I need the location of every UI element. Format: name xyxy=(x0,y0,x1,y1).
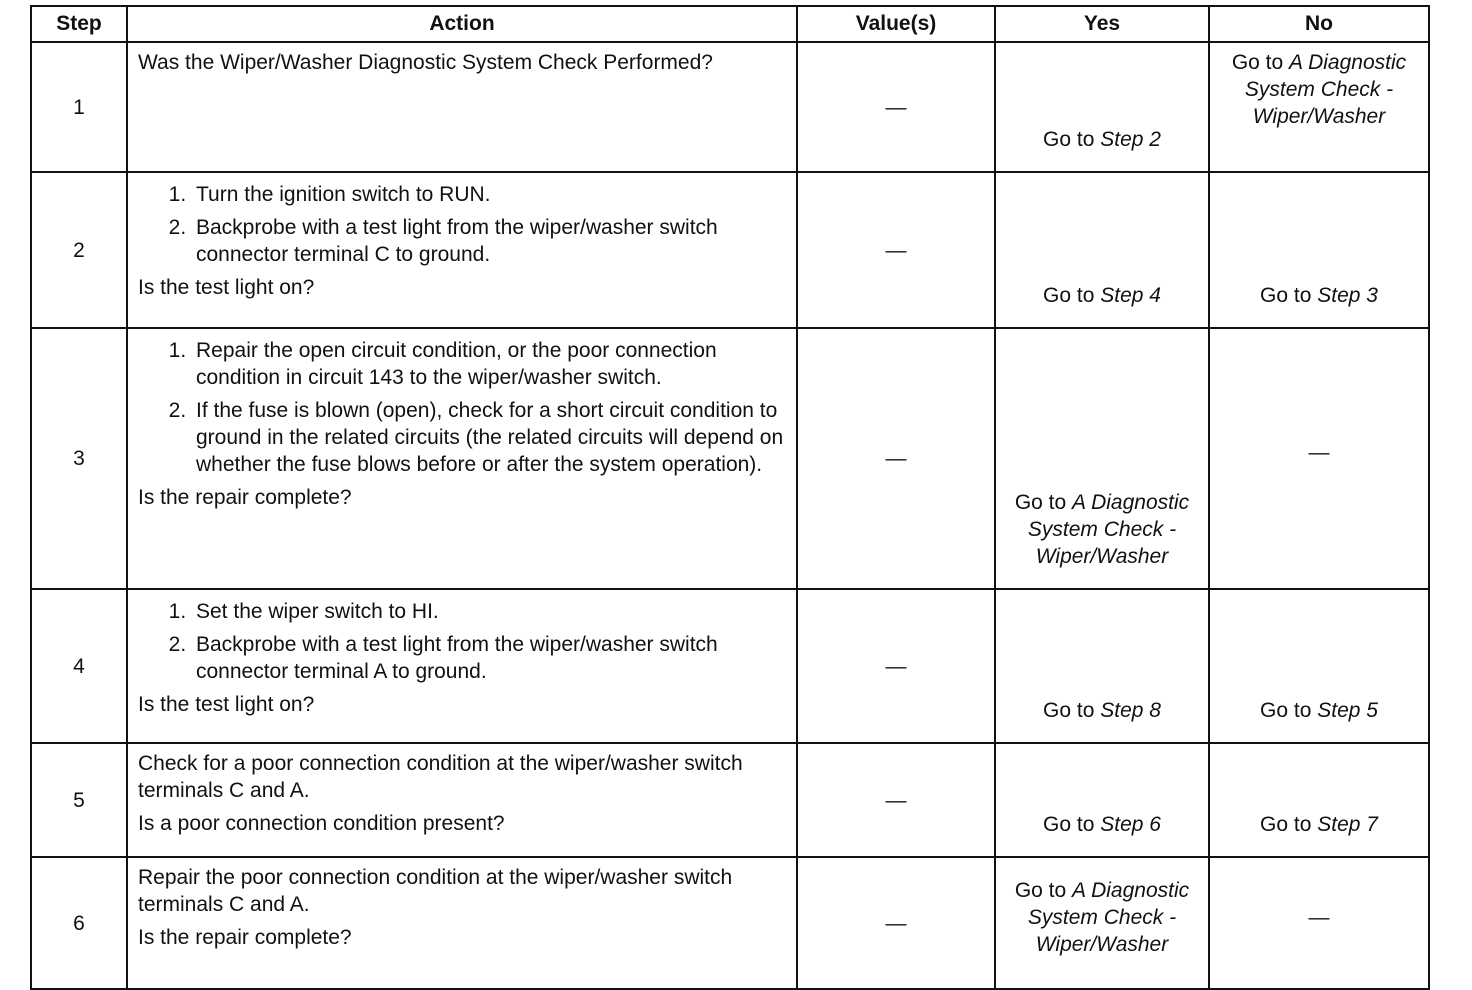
no-action-prefix: Go to xyxy=(1260,284,1318,307)
action-question: Is the test light on? xyxy=(138,276,315,299)
action-cell xyxy=(127,743,797,857)
yes-cell xyxy=(995,743,1209,857)
action-text: Check for a poor connection condition at the wiper/washer switch terminals C and A. xyxy=(138,752,743,802)
step-number: 6 xyxy=(31,857,127,989)
no-cell xyxy=(1209,42,1429,172)
action-question: Is the repair complete? xyxy=(138,926,352,949)
table-row xyxy=(31,743,1429,857)
no-action xyxy=(1216,697,1422,724)
diagnostic-table xyxy=(30,5,1430,990)
value-dash: — xyxy=(885,911,907,935)
header-yes: Yes xyxy=(995,6,1209,42)
step-number: 2 xyxy=(31,172,127,328)
value-cell xyxy=(797,743,995,857)
no-action-prefix: Go to xyxy=(1260,699,1318,722)
yes-cell xyxy=(995,172,1209,328)
yes-action-ref: A Diagnostic System Check - Wiper/Washer xyxy=(1027,491,1190,568)
action-step-item: 1. Turn the ignition switch to RUN. xyxy=(192,181,786,208)
yes-action-ref: Step 2 xyxy=(1100,128,1161,151)
value-cell xyxy=(797,589,995,743)
yes-action-ref: A Diagnostic System Check - Wiper/Washer xyxy=(1027,878,1190,956)
table-row xyxy=(31,589,1429,743)
value-cell xyxy=(797,328,995,589)
yes-action-prefix: Go to xyxy=(1043,128,1101,151)
header-values: Value(s) xyxy=(797,6,995,42)
yes-action-prefix: Go to xyxy=(1014,878,1073,902)
action-step-item: 2. Backprobe with a test light from the wiper/washer switch connector terminal C to ground. xyxy=(192,214,786,268)
no-cell xyxy=(1209,589,1429,743)
action-steps xyxy=(138,181,786,268)
action-text: Was the Wiper/Washer Diagnostic System Check Performed? xyxy=(138,51,713,74)
yes-action-prefix: Go to xyxy=(1043,699,1101,722)
value-dash: — xyxy=(885,654,907,678)
action-cell xyxy=(127,589,797,743)
value-cell xyxy=(797,42,995,172)
value-dash: — xyxy=(885,238,907,262)
action-cell xyxy=(127,857,797,989)
header-action: Action xyxy=(127,6,797,42)
yes-action xyxy=(1002,697,1202,724)
action-step-item: 2. Backprobe with a test light from the wiper/washer switch connector terminal A to ground. xyxy=(192,631,786,685)
no-action-ref: Step 7 xyxy=(1317,813,1378,836)
value-cell xyxy=(797,857,995,989)
yes-cell xyxy=(995,589,1209,743)
no-cell xyxy=(1209,328,1429,589)
yes-action xyxy=(1002,877,1202,958)
value-dash: — xyxy=(885,788,907,812)
action-question: Is a poor connection condition present? xyxy=(138,812,505,835)
no-dash: — xyxy=(1308,441,1330,464)
action-step-item: 2. If the fuse is blown (open), check for a short circuit condition to ground in the related circuits (the related circuits will depend on whether the fuse blows before or after the system operation). xyxy=(192,397,786,478)
table-row xyxy=(31,172,1429,328)
step-number: 1 xyxy=(31,42,127,172)
header-step: Step xyxy=(31,6,127,42)
action-cell xyxy=(127,42,797,172)
yes-action-ref: Step 8 xyxy=(1100,699,1161,722)
yes-cell xyxy=(995,328,1209,589)
yes-action-ref: Step 6 xyxy=(1100,813,1161,836)
action-question: Is the repair complete? xyxy=(138,486,352,509)
table-row xyxy=(31,328,1429,589)
no-cell xyxy=(1209,857,1429,989)
no-action xyxy=(1216,811,1422,838)
no-action-prefix: Go to xyxy=(1260,813,1318,836)
no-cell xyxy=(1209,172,1429,328)
no-action xyxy=(1216,282,1422,309)
value-cell xyxy=(797,172,995,328)
no-action-prefix: Go to xyxy=(1231,51,1290,74)
action-cell xyxy=(127,328,797,589)
header-no: No xyxy=(1209,6,1429,42)
no-action-ref: A Diagnostic System Check - Wiper/Washer xyxy=(1244,51,1407,128)
header-row xyxy=(31,6,1429,42)
yes-action xyxy=(1002,811,1202,838)
action-steps xyxy=(138,337,786,478)
no-action-ref: Step 3 xyxy=(1317,284,1378,307)
action-steps xyxy=(138,598,786,685)
yes-cell xyxy=(995,42,1209,172)
table-row xyxy=(31,42,1429,172)
no-cell xyxy=(1209,743,1429,857)
action-question: Is the test light on? xyxy=(138,693,315,716)
yes-action xyxy=(1002,489,1202,570)
no-action xyxy=(1216,49,1422,130)
yes-action-prefix: Go to xyxy=(1043,284,1101,307)
yes-action-prefix: Go to xyxy=(1043,813,1101,836)
step-number: 5 xyxy=(31,743,127,857)
yes-action-prefix: Go to xyxy=(1014,491,1073,514)
table-row xyxy=(31,857,1429,989)
action-step-item: 1. Set the wiper switch to HI. xyxy=(192,598,786,625)
yes-action xyxy=(1002,126,1202,153)
action-text: Repair the poor connection condition at the wiper/washer switch terminals C and A. xyxy=(138,866,733,916)
value-dash: — xyxy=(885,447,907,470)
yes-action xyxy=(1002,282,1202,309)
step-number: 3 xyxy=(31,328,127,589)
no-dash: — xyxy=(1308,905,1330,929)
step-number: 4 xyxy=(31,589,127,743)
value-dash: — xyxy=(885,95,907,119)
yes-cell xyxy=(995,857,1209,989)
action-step-item: 1. Repair the open circuit condition, or the poor connection condition in circuit 143 to the wiper/washer switch. xyxy=(192,337,786,391)
action-cell xyxy=(127,172,797,328)
no-action-ref: Step 5 xyxy=(1317,699,1378,722)
yes-action-ref: Step 4 xyxy=(1100,284,1161,307)
